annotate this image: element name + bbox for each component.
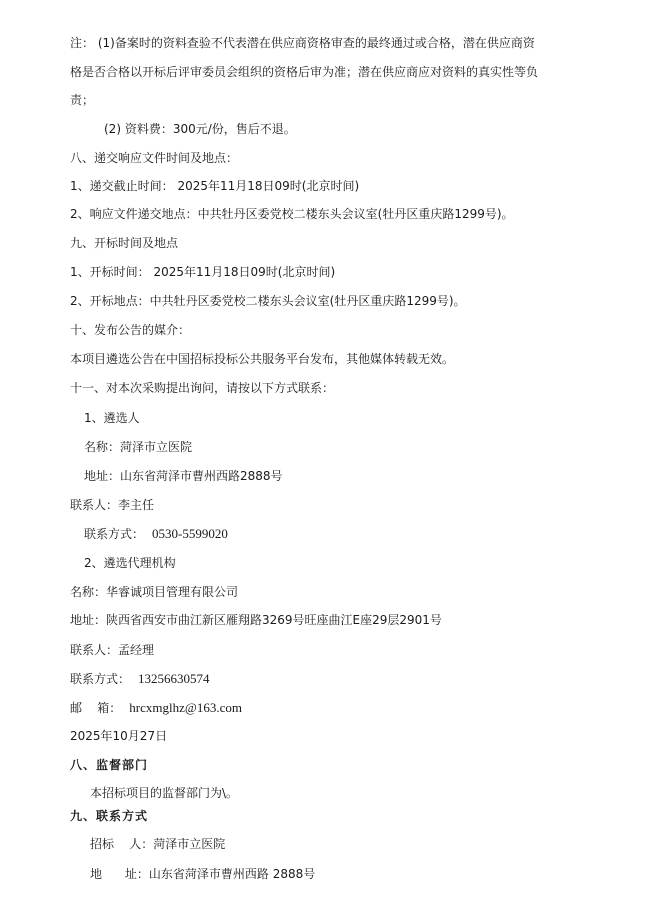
tenderer-line: 招标 人：菏泽市立医院 bbox=[90, 837, 226, 851]
supervision-heading: 八、监督部门 bbox=[70, 758, 149, 772]
note-line-1: 注： (1)备案时的资料查验不代表潜在供应商资格审查的最终通过或合格，潜在供应商资 bbox=[70, 36, 535, 50]
section-9-heading: 九、开标时间及地点 bbox=[70, 236, 179, 250]
email-label: 邮 箱： bbox=[70, 701, 122, 715]
buyer-title: 1、遴选人 bbox=[84, 411, 140, 425]
tenderer-address: 地 址：山东省菏泽市曹州西路 2888号 bbox=[90, 867, 316, 881]
opening-location: 2、开标地点：中共牡丹区委党校二楼东头会议室(牡丹区重庆路1299号)。 bbox=[70, 294, 466, 308]
agency-email bbox=[70, 700, 242, 716]
note-line-2: 格是否合格以开标后评审委员会组织的资格后审为准；潜在供应商应对资料的真实性等负 bbox=[70, 65, 539, 79]
agency-phone: 13256630574 bbox=[138, 671, 210, 686]
section-11-heading: 十一、对本次采购提出询问，请按以下方式联系： bbox=[70, 381, 335, 395]
opening-time: 1、开标时间： 2025年11月18日09时(北京时间) bbox=[70, 265, 336, 279]
agency-contact-label: 联系方式： bbox=[70, 672, 131, 686]
supervision-text: 本招标项目的监督部门为\。 bbox=[90, 786, 239, 800]
media-text: 本项目遴选公告在中国招标投标公共服务平台发布，其他媒体转载无效。 bbox=[70, 352, 455, 366]
agency-address: 地址：陕西省西安市曲江新区雁翔路3269号旺座曲江E座29层2901号 bbox=[70, 613, 442, 627]
agency-contact bbox=[70, 671, 210, 687]
note-fee: (2) 资料费：300元/份，售后不退。 bbox=[104, 122, 296, 136]
agency-title: 2、遴选代理机构 bbox=[84, 556, 176, 570]
agency-name: 名称：华睿诚项目管理有限公司 bbox=[70, 585, 239, 599]
agency-contact-person: 联系人：孟经理 bbox=[70, 643, 155, 657]
submission-deadline: 1、递交截止时间： 2025年11月18日09时(北京时间) bbox=[70, 179, 360, 193]
buyer-address: 地址：山东省菏泽市曹州西路2888号 bbox=[84, 469, 283, 483]
note-line-3: 责； bbox=[70, 93, 95, 107]
notice-date: 2025年10月27日 bbox=[70, 729, 168, 743]
buyer-contact bbox=[84, 526, 228, 542]
contact-heading: 九、联系方式 bbox=[70, 809, 149, 823]
submission-location: 2、响应文件递交地点：中共牡丹区委党校二楼东头会议室(牡丹区重庆路1299号)。 bbox=[70, 207, 514, 221]
buyer-contact-person: 联系人：李主任 bbox=[70, 498, 155, 512]
email-address[interactable]: hrcxmglhz@163.com bbox=[129, 700, 242, 715]
buyer-phone: 0530-5599020 bbox=[152, 526, 228, 541]
buyer-name: 名称：菏泽市立医院 bbox=[84, 440, 193, 454]
section-10-heading: 十、发布公告的媒介： bbox=[70, 323, 191, 337]
section-8-heading: 八、递交响应文件时间及地点： bbox=[70, 151, 239, 165]
buyer-contact-label: 联系方式： bbox=[84, 527, 145, 541]
